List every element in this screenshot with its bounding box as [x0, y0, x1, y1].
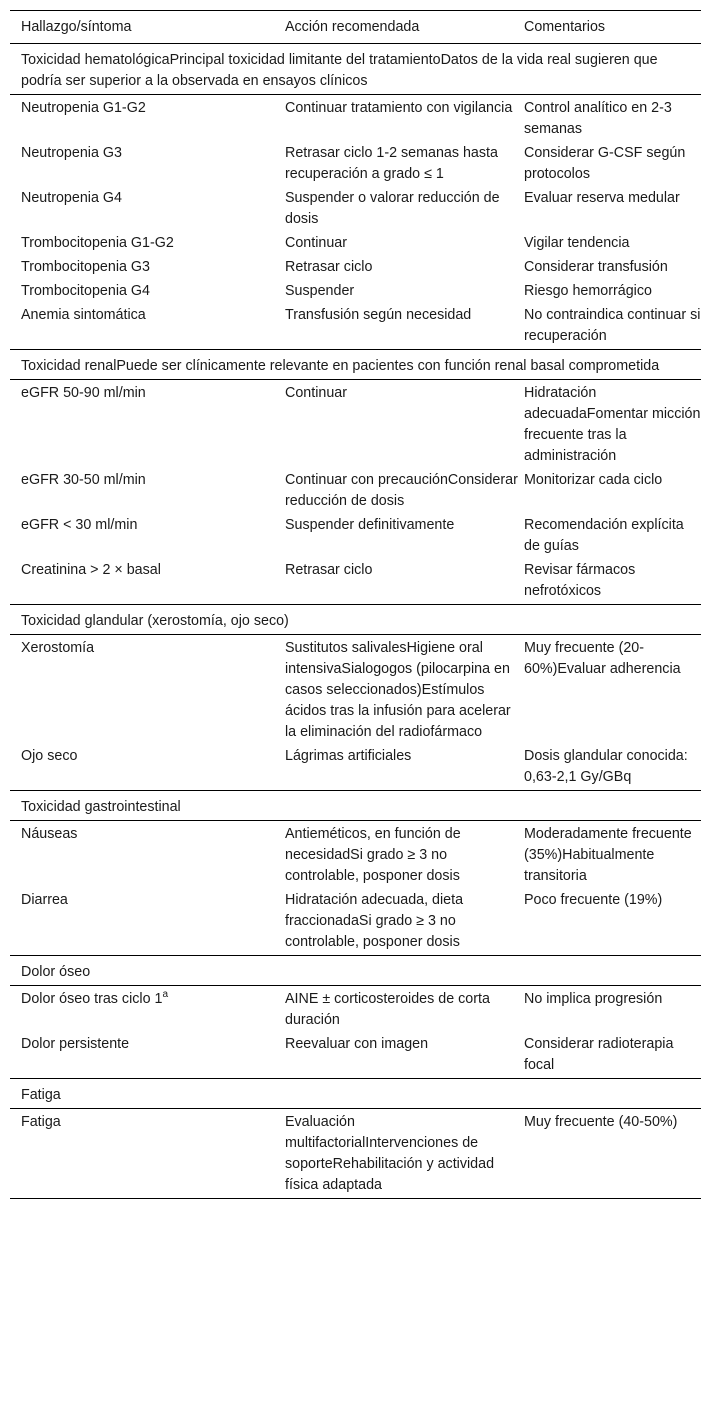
table-row — [10, 1109, 701, 1199]
table-row — [10, 279, 701, 303]
table-row — [10, 231, 701, 255]
table-row — [10, 468, 701, 513]
finding-cell: Neutropenia G3 — [21, 145, 122, 161]
table-row — [10, 1032, 701, 1079]
finding-cell: Neutropenia G4 — [21, 190, 122, 206]
action-cell: Continuar — [285, 235, 347, 251]
action-cell: Continuar con precauciónConsiderar reducción de dosis — [285, 472, 518, 509]
action-cell: Antieméticos, en función de necesidadSi grado ≥ 3 no controlable, posponer dosis — [285, 826, 461, 884]
finding-cell: Ojo seco — [21, 748, 78, 764]
section-title: Toxicidad renalPuede ser clínicamente relevante en pacientes con función renal basal comprometida — [10, 350, 701, 380]
finding-cell: Trombocitopenia G1-G2 — [21, 235, 174, 251]
finding-cell — [10, 986, 285, 1033]
finding-cell: Neutropenia G1-G2 — [21, 100, 146, 116]
comment-cell: No implica progresión — [524, 991, 663, 1007]
table-row — [10, 558, 701, 605]
table-header-row — [10, 11, 701, 44]
comment-cell: Moderadamente frecuente (35%)Habitualmente transitoria — [524, 826, 692, 884]
comment-cell: Considerar transfusión — [524, 259, 668, 275]
table-row — [10, 635, 701, 745]
comment-cell: Dosis glandular conocida: 0,63-2,1 Gy/GBq — [524, 748, 688, 785]
finding-cell: eGFR < 30 ml/min — [21, 517, 138, 533]
action-cell: AINE ± corticosteroides de corta duración — [285, 991, 490, 1028]
action-cell: Reevaluar con imagen — [285, 1036, 429, 1052]
finding-cell: Creatinina > 2 × basal — [21, 562, 161, 578]
action-cell: Suspender — [285, 283, 355, 299]
action-cell: Transfusión según necesidad — [285, 307, 472, 323]
finding-cell: eGFR 50-90 ml/min — [21, 385, 146, 401]
column-header: Acción recomendada — [285, 11, 524, 44]
comment-cell: Considerar G-CSF según protocolos — [524, 145, 686, 182]
finding-cell: Dolor persistente — [21, 1036, 130, 1052]
comment-cell: Revisar fármacos nefrotóxicos — [524, 562, 636, 599]
toxicity-management-table — [10, 10, 701, 1199]
table-row — [10, 888, 701, 956]
finding-cell: Trombocitopenia G3 — [21, 259, 150, 275]
table-row — [10, 380, 701, 469]
footnote-marker: a — [162, 989, 169, 1001]
action-cell: Continuar — [285, 385, 347, 401]
table-row — [10, 303, 701, 350]
action-cell: Suspender definitivamente — [285, 517, 455, 533]
action-cell: Lágrimas artificiales — [285, 748, 412, 764]
comment-cell: Evaluar reserva medular — [524, 190, 680, 206]
comment-cell: Riesgo hemorrágico — [524, 283, 652, 299]
table-row — [10, 95, 701, 142]
comment-cell: Control analítico en 2-3 semanas — [524, 100, 672, 137]
finding-cell: Anemia sintomática — [21, 307, 146, 323]
action-cell: Suspender o valorar reducción de dosis — [285, 190, 500, 227]
section-title: Toxicidad glandular (xerostomía, ojo seco) — [10, 605, 701, 635]
action-cell: Retrasar ciclo 1-2 semanas hasta recuperación a grado ≤ 1 — [285, 145, 498, 182]
action-cell: Evaluación multifactorialIntervenciones de soporteRehabilitación y actividad física adaptada — [285, 1109, 524, 1199]
table-row — [10, 141, 701, 186]
finding-cell: Diarrea — [21, 892, 68, 908]
comment-cell: Considerar radioterapia focal — [524, 1036, 674, 1073]
table-row — [10, 513, 701, 558]
comment-cell: Monitorizar cada ciclo — [524, 472, 663, 488]
action-cell: Sustitutos salivalesHigiene oral intensivaSialogogos (pilocarpina en casos seleccionados)Estímulos ácidos tras la infusión para acelerar la eliminación del radiofármaco — [285, 640, 511, 740]
comment-cell: Hidratación adecuadaFomentar micción frecuente tras la administración — [524, 385, 701, 464]
action-cell: Retrasar ciclo — [285, 562, 373, 578]
comment-cell: Poco frecuente (19%) — [524, 892, 663, 908]
finding-cell: Náuseas — [21, 826, 78, 842]
action-cell: Continuar tratamiento con vigilancia — [285, 100, 513, 116]
table-row — [10, 821, 701, 889]
finding-text: Dolor óseo tras ciclo 1 — [21, 991, 163, 1007]
comment-cell: Vigilar tendencia — [524, 235, 630, 251]
table-row — [10, 744, 701, 791]
column-header: Hallazgo/síntoma — [10, 11, 285, 44]
section-title: Fatiga — [10, 1079, 701, 1109]
finding-cell: eGFR 30-50 ml/min — [21, 472, 146, 488]
comment-cell: Muy frecuente (40-50%) — [524, 1109, 701, 1199]
action-cell: Hidratación adecuada, dieta fraccionadaSi grado ≥ 3 no controlable, posponer dosis — [285, 892, 464, 950]
table-row — [10, 255, 701, 279]
section-title: Toxicidad hematológicaPrincipal toxicidad limitante del tratamientoDatos de la vida real sugieren que podría ser superior a la observada en ensayos clínicos — [10, 44, 701, 95]
comment-cell: Recomendación explícita de guías — [524, 517, 684, 554]
finding-cell: Fatiga — [10, 1109, 285, 1199]
section-title: Dolor óseo — [10, 956, 701, 986]
finding-cell: Trombocitopenia G4 — [21, 283, 150, 299]
column-header: Comentarios — [524, 11, 701, 44]
table-row — [10, 986, 701, 1033]
finding-cell: Xerostomía — [21, 640, 95, 656]
action-cell: Retrasar ciclo — [285, 259, 373, 275]
table-row — [10, 186, 701, 231]
section-title: Toxicidad gastrointestinal — [10, 791, 701, 821]
comment-cell: No contraindica continuar si recuperación — [524, 307, 701, 344]
comment-cell: Muy frecuente (20-60%)Evaluar adherencia — [524, 640, 681, 677]
